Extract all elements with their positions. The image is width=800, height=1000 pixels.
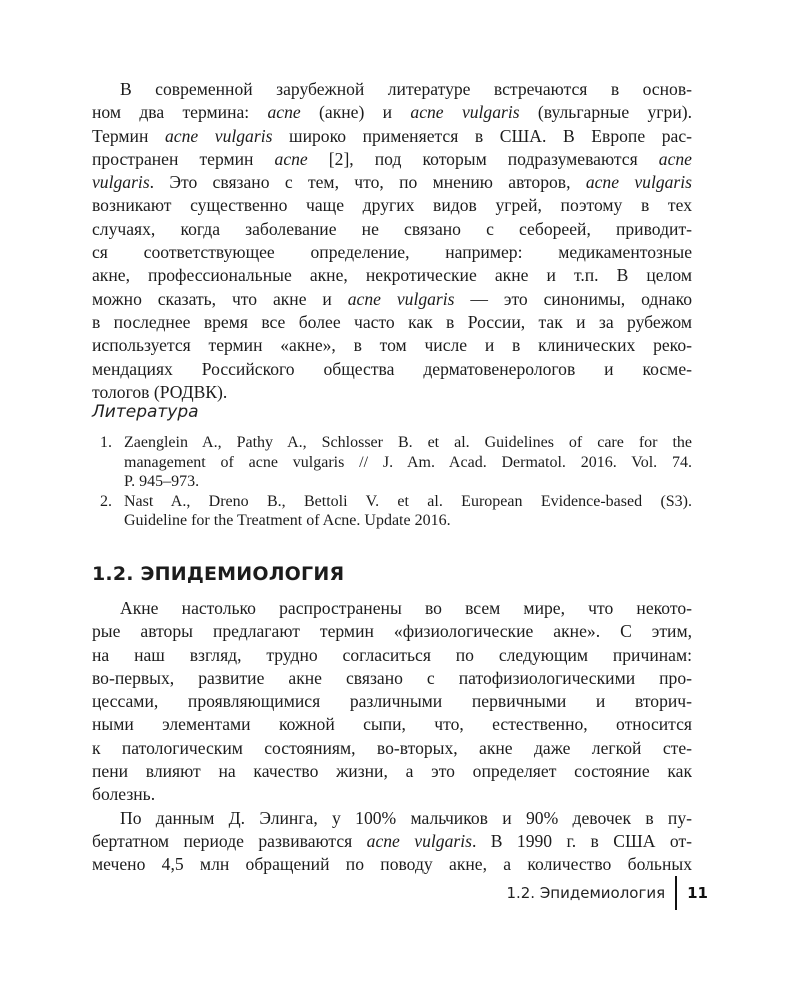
text-line: пени влияют на качество жизни, а это определяет состояние как — [92, 761, 692, 782]
text-line: По данным Д. Элинга, у 100% мальчиков и 90% девочек в пу- — [120, 807, 692, 828]
text-line: ными элементами кожной сыпи, что, естественно, относится — [92, 714, 692, 735]
page-footer — [506, 876, 708, 910]
text-line: на наш взгляд, трудно согласиться по следующим причинам: — [92, 644, 692, 665]
text-line: тологов (РОДВК). — [92, 381, 228, 402]
text-line: ся соответствующее определение, например: медикаментозные — [92, 242, 692, 263]
italic-term: acne vulgaris — [164, 125, 273, 146]
italic-term: acne vulgaris — [347, 288, 455, 309]
text-line: пространен термин acne [2], под которым подразумеваются acne — [92, 148, 692, 169]
text-line: можно сказать, что акне и acne vulgaris — это синонимы, однако — [92, 288, 692, 309]
text-line: к патологическим состояниям, во-вторых, акне даже легкой сте- — [92, 737, 692, 758]
text-line: Акне настолько распространены во всем мире, что некото- — [120, 598, 692, 618]
text-line: Термин acne vulgaris широко применяется в США. В Европе рас- — [92, 125, 692, 146]
reference-list — [92, 433, 692, 531]
page-number: 11 — [687, 884, 708, 902]
text-line: во-первых, развитие акне связано с патофизиологическими про- — [92, 667, 692, 688]
italic-term: acne — [274, 148, 308, 169]
reference-line: Nast A., Dreno B., Bettoli V. et al. European Evidence-based (S3). — [124, 492, 692, 510]
running-footer-section: 1.2. Эпидемиология — [506, 884, 666, 902]
text-line: В современной зарубежной литературе встречаются в основ- — [120, 79, 692, 99]
reference-number: 2. — [100, 492, 112, 510]
text-line: случаях, когда заболевание не связано с себореей, приводит- — [92, 218, 692, 239]
text-line: бертатном периоде развиваются acne vulgaris. В 1990 г. в США от- — [92, 830, 692, 851]
text-line: vulgaris. Это связано с тем, что, по мнению авторов, acne vulgaris — [92, 172, 692, 193]
literature-heading: Литература — [92, 402, 199, 422]
reference-item — [92, 492, 692, 531]
reference-number: 1. — [100, 434, 112, 451]
section-title: 1.2. ЭПИДЕМИОЛОГИЯ — [92, 563, 345, 585]
text-line: мечено 4,5 млн обращений по поводу акне, а количество больных — [92, 854, 692, 875]
text-line: возникают существенно чаще других видов угрей, поэтому в тех — [92, 195, 692, 216]
text-line: рые авторы предлагают термин «физиологические акне». С этим, — [92, 621, 692, 642]
italic-term: acne vulgaris — [366, 830, 472, 851]
italic-term: acne — [658, 148, 692, 169]
text-line: акне, профессиональные акне, некротические акне и т.п. В целом — [92, 265, 692, 286]
text-line: мендациях Российского общества дерматовенерологов и космe- — [92, 358, 692, 379]
text-line: ном два термина: acne (акне) и acne vulgaris (вульгарные угри). — [92, 102, 692, 123]
reference-line: management of acne vulgaris // J. Am. Acad. Dermatol. 2016. Vol. 74. — [124, 453, 692, 471]
text-line: цессами, проявляющимися различными первичными и вторич- — [92, 691, 692, 712]
text-line: в последнее время все более часто как в России, так и за рубежом — [92, 311, 692, 332]
intro-paragraph — [92, 78, 692, 404]
reference-line: Zaenglein A., Pathy A., Schlosser B. et al. Guidelines of care for the — [124, 434, 692, 451]
reference-item — [92, 433, 692, 492]
italic-term: acne vulgaris — [410, 102, 520, 123]
epidemiology-text — [92, 597, 692, 877]
text-line: болезнь. — [92, 784, 156, 805]
italic-term: acne vulgaris — [585, 172, 692, 193]
italic-term: acne — [267, 102, 301, 123]
reference-line: P. 945–973. — [124, 473, 200, 491]
reference-line: Guideline for the Treatment of Acne. Update 2016. — [124, 512, 451, 530]
italic-term: vulgaris — [92, 172, 150, 193]
text-line: используется термин «акне», в том числе и в клинических реко- — [92, 335, 692, 356]
